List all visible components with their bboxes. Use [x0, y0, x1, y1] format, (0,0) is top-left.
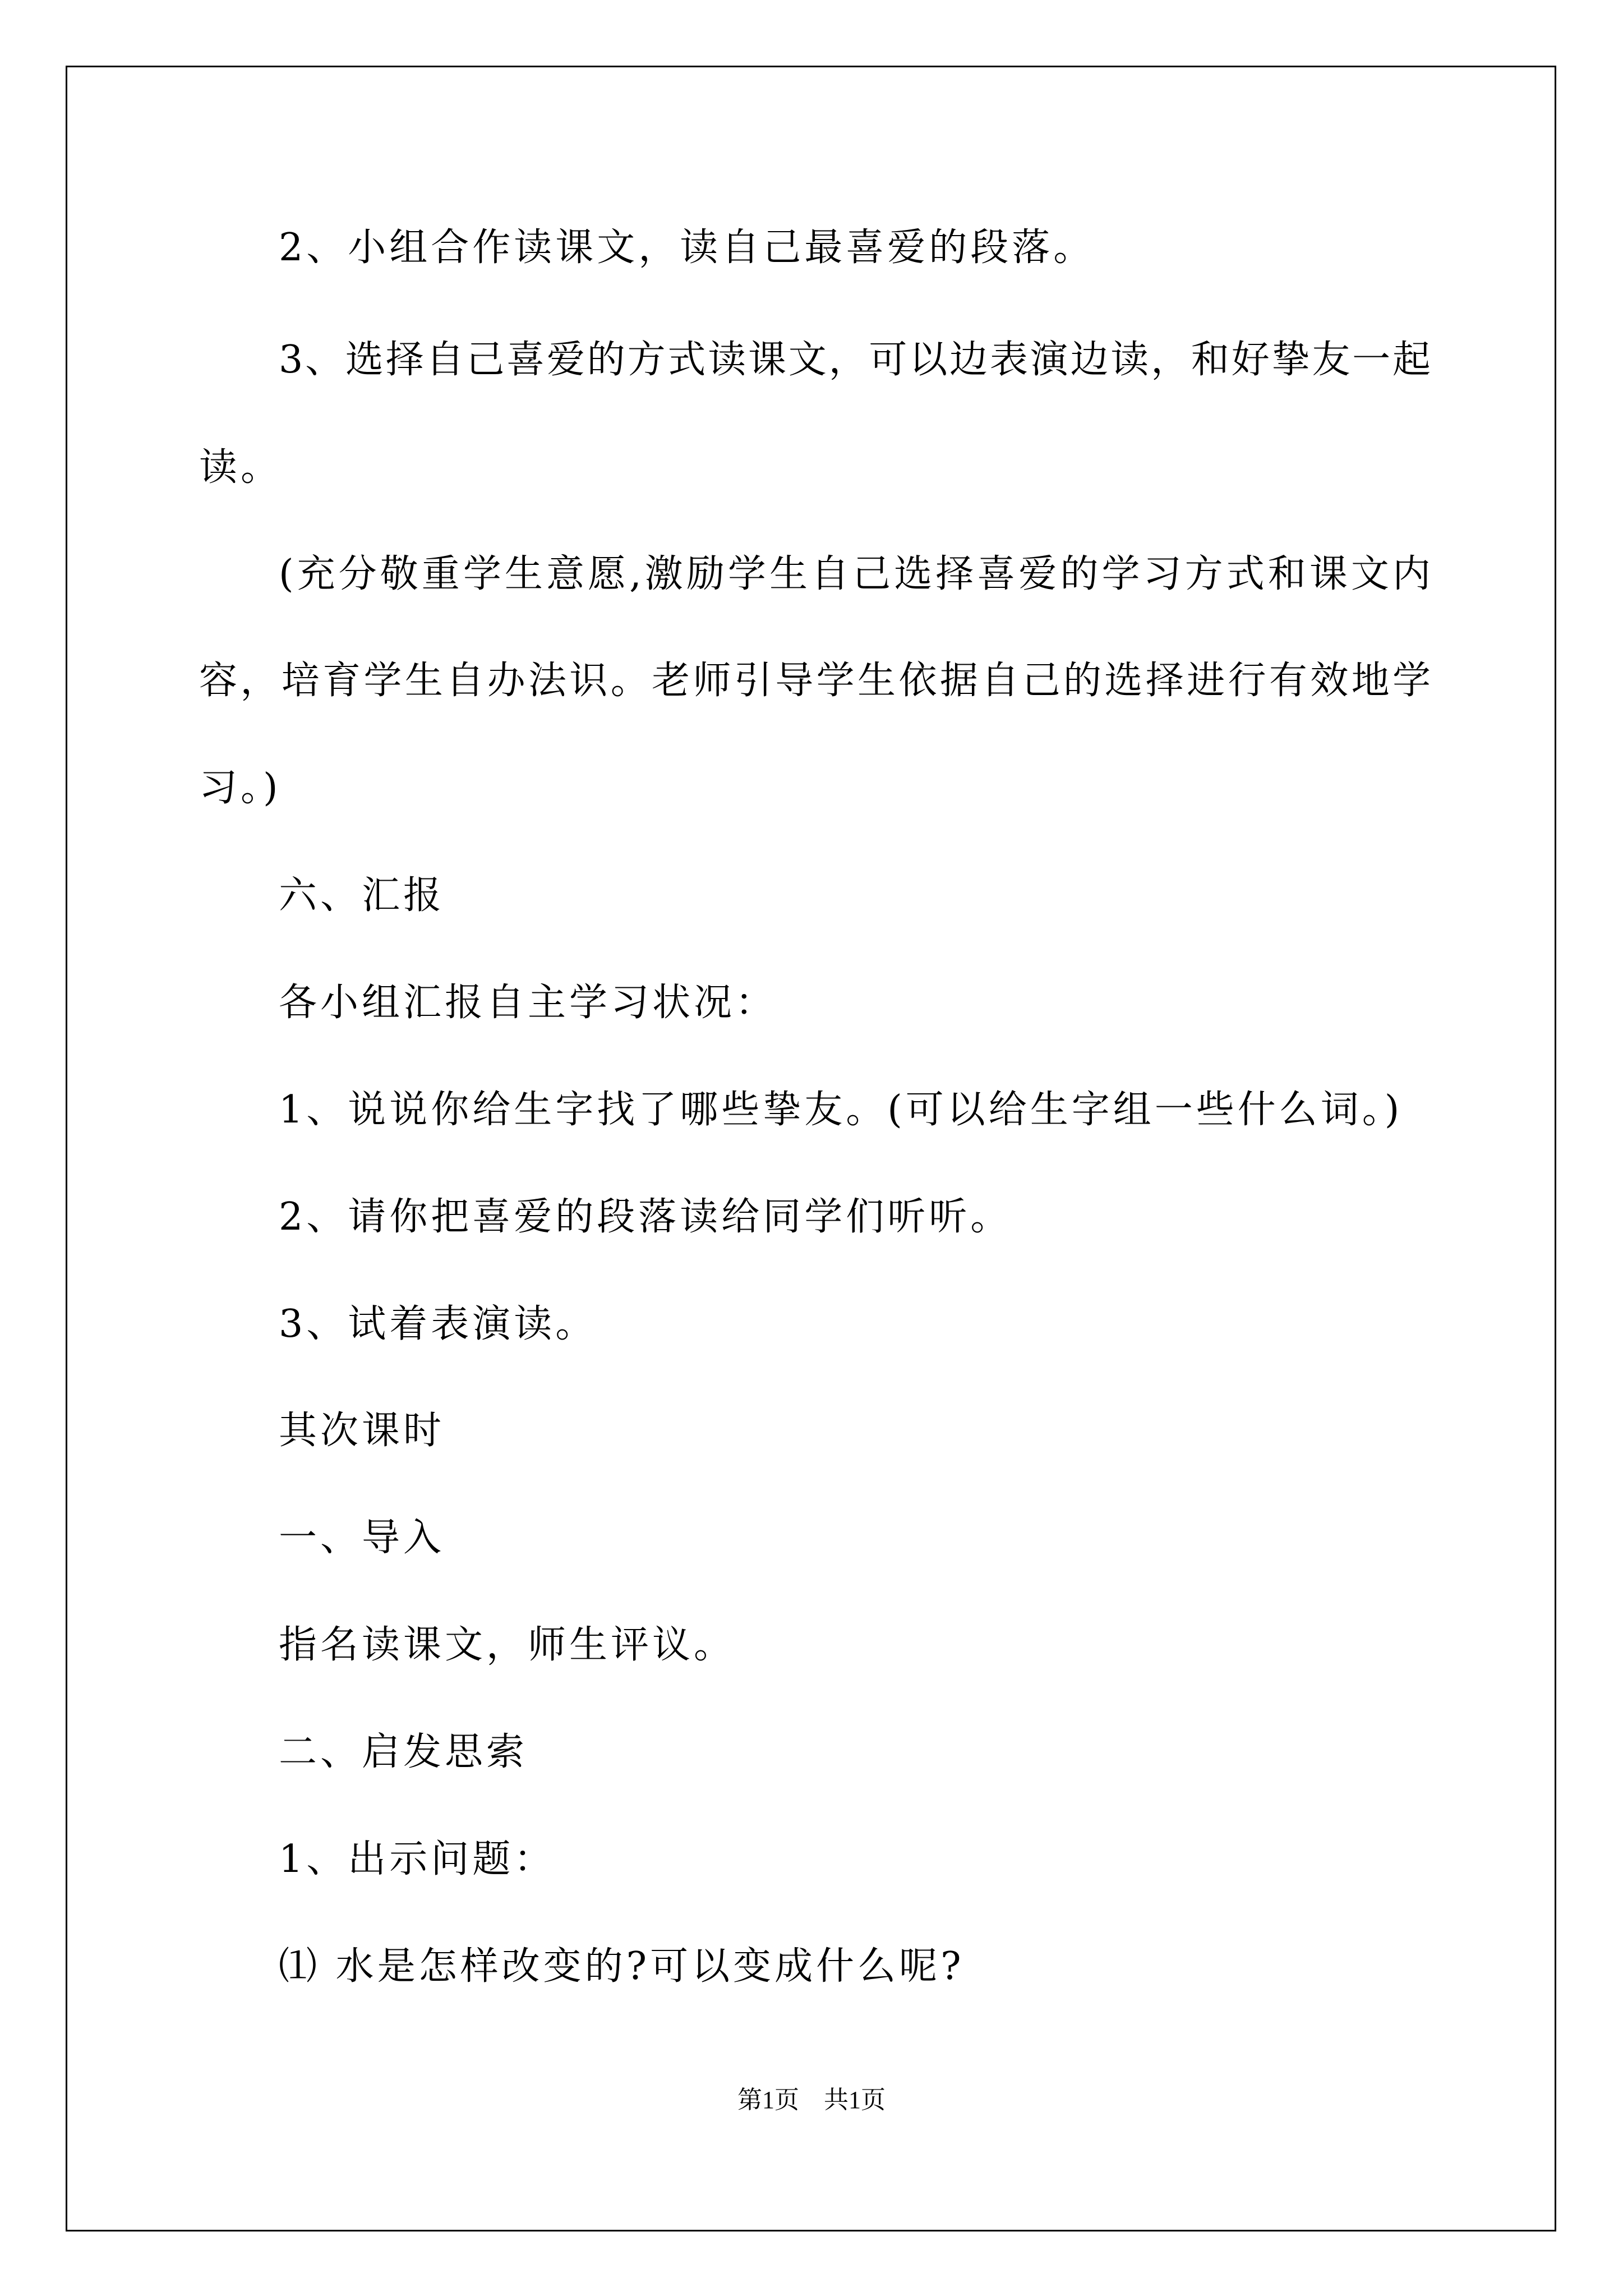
page-number-footer: 第1页 共1页: [737, 2086, 886, 2114]
section-heading: 二、启发思索: [279, 1730, 528, 1774]
page-border: [66, 66, 1556, 2231]
paragraph-line: ⑴ 水是怎样改变的?可以变成什么呢?: [279, 1944, 965, 1989]
paragraph-line: 1、出示问题：: [279, 1837, 556, 1881]
paragraph-line: 习。): [199, 766, 282, 810]
paragraph-line: (充分敬重学生意愿,激励学生自己选择喜爱的学习方式和课文内: [279, 552, 1431, 596]
paragraph-line: 1、说说你给生字找了哪些挚友。(可以给生字组一些什么词。): [279, 1088, 1403, 1132]
paragraph-line: 3、选择自己喜爱的方式读课文，可以边表演边读，和好挚友一起: [279, 338, 1431, 382]
section-heading: 一、导入: [279, 1516, 445, 1560]
paragraph-line: 读。: [199, 445, 283, 490]
paragraph-line: 指名读课文，师生评议。: [279, 1623, 736, 1667]
paragraph-line: 2、小组合作读课文，读自己最喜爱的段落。: [279, 226, 1095, 270]
paragraph-line: 3、试着表演读。: [279, 1302, 597, 1346]
paragraph-line: 2、请你把喜爱的段落读给同学们听听。: [279, 1195, 1012, 1239]
paragraph-line: 各小组汇报自主学习状况：: [279, 981, 777, 1025]
section-heading: 其次课时: [279, 1409, 445, 1453]
section-heading: 六、汇报: [279, 873, 445, 918]
paragraph-line: 容，培育学生自办法识。老师引导学生依据自己的选择进行有效地学: [199, 659, 1431, 703]
